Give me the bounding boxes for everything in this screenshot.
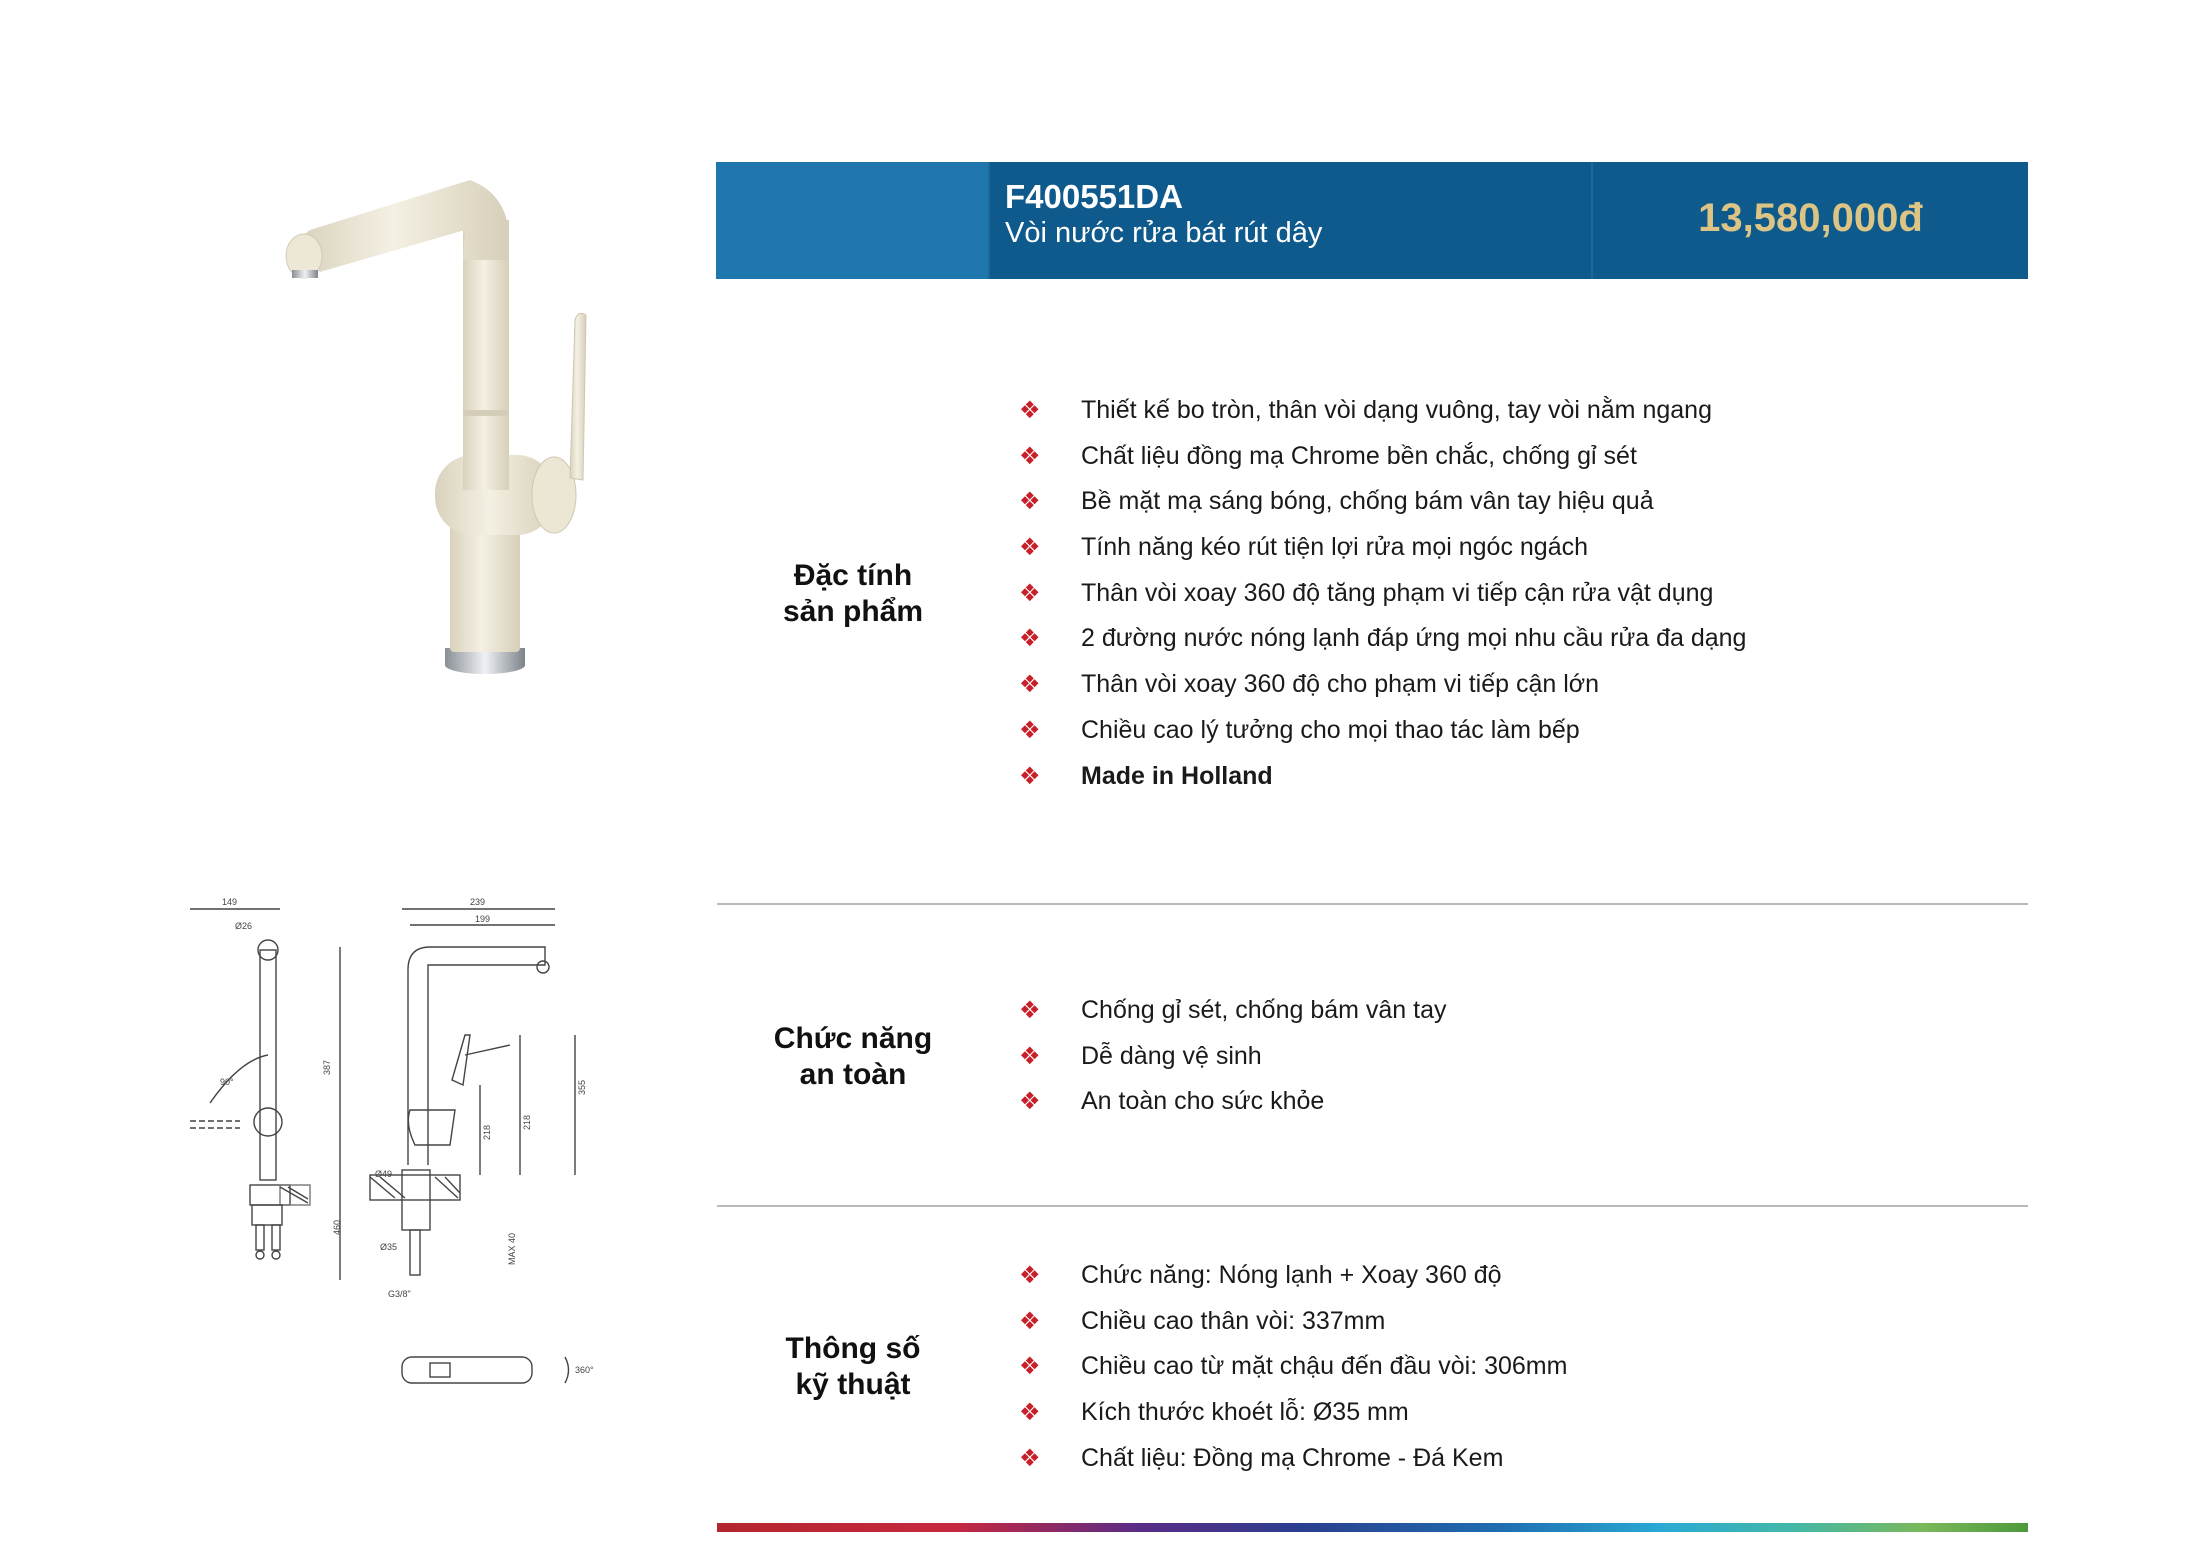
bottom-color-bar [717,1523,2028,1532]
dim-front-top1: 239 [470,897,486,907]
product-header [716,162,2028,279]
list-item [1016,754,1746,800]
list-item [1016,1390,1567,1436]
dim-h-460: 460 [332,1219,342,1235]
specs-title [753,1331,953,1403]
list-item-text: 2 đường nước nóng lạnh đáp ứng mọi nhu cầu rửa đa dạng [1081,624,1747,653]
list-item [1016,662,1746,708]
specs-list [1016,1253,1567,1481]
list-item [1016,1344,1567,1390]
list-item-text: Tính năng kéo rút tiện lợi rửa mọi ngóc ngách [1081,533,1589,562]
safety-title-line2: an toàn [799,1058,907,1091]
bullet-diamond-icon: ❖ [1019,1444,1041,1472]
bullet-diamond-icon: ❖ [1019,488,1041,516]
section-divider [717,1205,2028,1207]
list-item-text: Chất liệu đồng mạ Chrome bền chắc, chống gỉ sét [1081,441,1637,470]
dim-max40: MAX 40 [507,1232,517,1265]
list-item-text: Chức năng: Nóng lạnh + Xoay 360 độ [1081,1261,1502,1289]
list-item-text: An toàn cho sức khỏe [1081,1087,1325,1116]
bullet-diamond-icon: ❖ [1019,534,1041,562]
bullet-diamond-icon: ❖ [1019,997,1041,1024]
specs-title-line2: kỹ thuật [795,1368,911,1401]
dim-h-218a: 218 [482,1124,492,1140]
list-item-text: Dễ dàng vệ sinh [1081,1041,1262,1070]
product-description: Vòi nước rửa bát rút dây [1005,217,1323,249]
dim-d-35: Ø35 [380,1242,398,1252]
dim-h-355: 355 [577,1079,587,1095]
list-item [1016,571,1746,617]
list-item-text: Thân vòi xoay 360 độ tăng phạm vi tiếp cận rửa vật dụng [1081,578,1714,607]
list-item [1016,708,1746,754]
features-title-line2: sản phẩm [782,595,924,628]
dim-h-387: 387 [322,1059,332,1075]
header-left-block [716,162,988,279]
list-item [1016,525,1746,571]
bullet-diamond-icon: ❖ [1019,397,1041,424]
dim-side-top: 149 [222,897,238,907]
list-item-text: Kích thước khoét lỗ: Ø35 mm [1081,1398,1409,1427]
list-item [1016,988,1447,1034]
list-item-text: Bề mặt mạ sáng bóng, chống bám vân tay hiệu quả [1081,487,1654,516]
list-item-text: Chiều cao lý tưởng cho mọi thao tác làm bếp [1081,715,1580,744]
list-item-text: Made in Holland [1081,761,1273,790]
features-title [753,558,953,630]
bullet-diamond-icon: ❖ [1019,1042,1041,1070]
bullet-diamond-icon: ❖ [1019,716,1041,744]
list-item-text: Chiều cao từ mặt chậu đến đầu vòi: 306mm [1081,1352,1568,1381]
list-item-text: Chất liệu: Đồng mạ Chrome - Đá Kem [1081,1443,1504,1472]
bullet-diamond-icon: ❖ [1019,1088,1041,1116]
list-item [1016,1299,1567,1345]
bullet-diamond-icon: ❖ [1019,671,1041,699]
specs-title-line1: Thông số [785,1332,921,1365]
header-divider [988,162,990,279]
bullet-diamond-icon: ❖ [1019,1353,1041,1381]
front-view-drawing [322,897,587,1299]
bullet-diamond-icon: ❖ [1019,442,1041,470]
list-item [1016,388,1746,434]
list-item [1016,1253,1567,1299]
bullet-diamond-icon: ❖ [1019,1399,1041,1427]
section-divider [717,903,2028,905]
bullet-diamond-icon: ❖ [1019,579,1041,607]
features-list [1016,388,1746,799]
list-item-text: Chiều cao thân vòi: 337mm [1081,1306,1386,1335]
dim-h-218b: 218 [522,1114,532,1130]
dim-side-dia: Ø26 [235,921,253,931]
safety-title [753,1021,953,1093]
list-item [1016,1436,1567,1482]
list-item-text: Thân vòi xoay 360 độ cho phạm vi tiếp cận lớn [1081,670,1600,699]
dim-d-49: Ø49 [375,1169,393,1179]
side-view-drawing [190,897,310,1259]
dim-front-top2: 199 [475,914,491,924]
safety-list [1016,988,1447,1125]
bullet-diamond-icon: ❖ [1019,1262,1041,1289]
safety-title-line1: Chức năng [773,1022,933,1055]
list-item [1016,1079,1447,1125]
technical-drawing [180,895,620,1395]
features-title-line1: Đặc tính [793,559,913,592]
list-item [1016,616,1746,662]
faucet-product-image [240,160,620,680]
bullet-diamond-icon: ❖ [1019,762,1041,790]
dim-plan-angle: 360° [575,1365,594,1375]
list-item-text: Thiết kế bo tròn, thân vòi dạng vuông, tay vòi nằm ngang [1081,396,1712,424]
list-item [1016,434,1746,480]
list-item [1016,1034,1447,1080]
product-price: 13,580,000đ [1698,196,1923,240]
dim-side-angle: 90° [220,1077,234,1087]
list-item [1016,479,1746,525]
bullet-diamond-icon: ❖ [1019,1307,1041,1335]
list-item-text: Chống gỉ sét, chống bám vân tay [1081,996,1447,1024]
dim-thread: G3/8" [388,1289,411,1299]
product-model: F400551DA [1005,178,1183,215]
plan-view-drawing [402,1357,594,1383]
bullet-diamond-icon: ❖ [1019,625,1041,653]
